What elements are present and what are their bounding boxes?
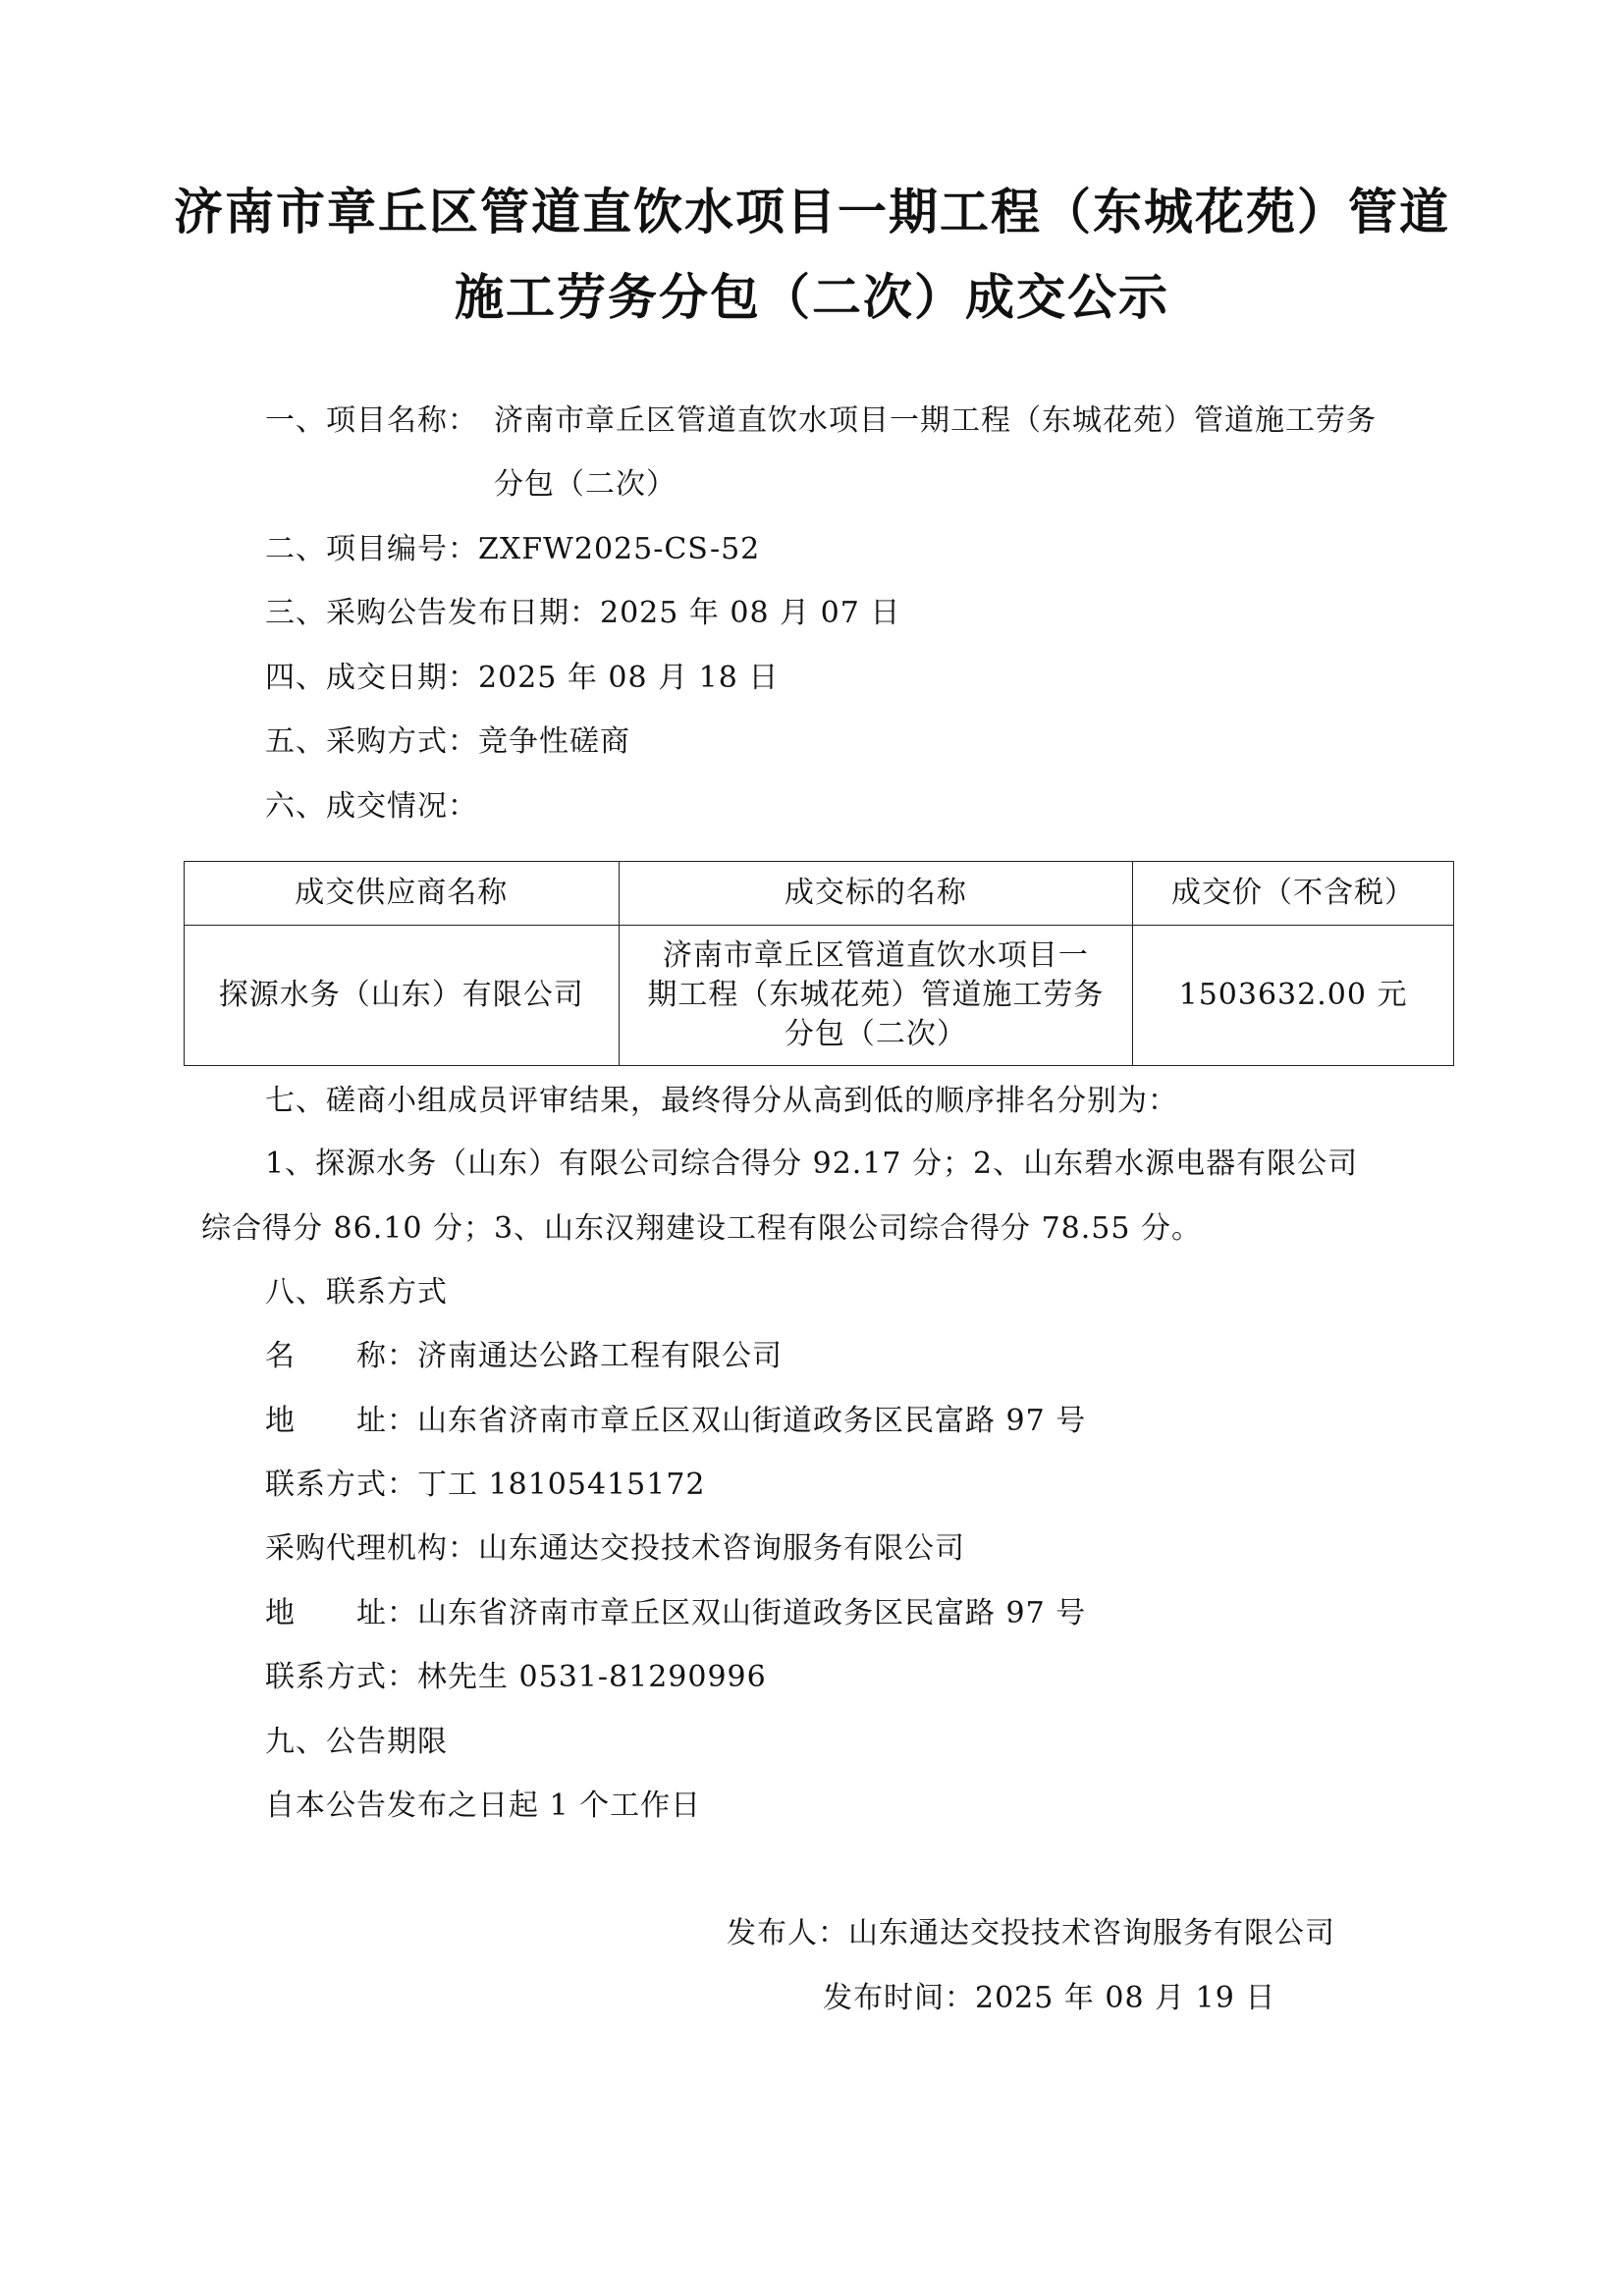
- procurement-method: 五、采购方式：竞争性磋商: [265, 724, 630, 759]
- period-text: 自本公告发布之日起 1 个工作日: [265, 1789, 702, 1823]
- table-header-row: [185, 862, 1454, 926]
- review-line-1: 1、探源水务（山东）有限公司综合得分 92.17 分；2、山东碧水源电器有限公司: [265, 1147, 1359, 1181]
- project-name-label: 一、项目名称：: [265, 403, 478, 438]
- cell-subject-line-1: 济南市章丘区管道直饮水项目一: [662, 938, 1089, 973]
- header-price: 成交价（不含税）: [1133, 862, 1454, 926]
- project-name-line-1: 济南市章丘区管道直饮水项目一期工程（东城花苑）管道施工劳务: [494, 403, 1377, 438]
- document-title-line-2: 施工劳务分包（二次）成交公示: [455, 269, 1169, 326]
- deal-situation-heading: 六、成交情况：: [265, 789, 478, 824]
- deal-date: 四、成交日期：2025 年 08 月 18 日: [265, 661, 780, 695]
- agency-phone: 联系方式：林先生 0531-81290996: [265, 1660, 767, 1694]
- agency-name: 采购代理机构：山东通达交投技术咨询服务有限公司: [265, 1531, 965, 1566]
- document-title-line-1: 济南市章丘区管道直饮水项目一期工程（东城花苑）管道: [174, 184, 1450, 240]
- cell-supplier: 探源水务（山东）有限公司: [185, 926, 620, 1066]
- notice-date: 三、采购公告发布日期：2025 年 08 月 07 日: [265, 596, 901, 630]
- header-supplier: 成交供应商名称: [185, 862, 620, 926]
- contact-name: 名 称：济南通达公路工程有限公司: [265, 1339, 783, 1373]
- contact-heading: 八、联系方式: [265, 1275, 448, 1309]
- review-heading: 七、磋商小组成员评审结果，最终得分从高到低的顺序排名分别为：: [265, 1084, 1178, 1118]
- contact-phone: 联系方式：丁工 18105415172: [265, 1468, 706, 1502]
- cell-subject-line-2: 期工程（东城花苑）管道施工劳务: [647, 978, 1105, 1012]
- contact-address: 地 址：山东省济南市章丘区双山街道政务区民富路 97 号: [265, 1404, 1087, 1438]
- project-number: 二、项目编号：ZXFW2025-CS-52: [265, 532, 761, 566]
- publish-time: 发布时间：2025 年 08 月 19 日: [823, 1981, 1276, 2015]
- deal-result-table: [184, 861, 1454, 1066]
- table-row: [185, 926, 1454, 1066]
- project-name-line-2: 分包（二次）: [494, 467, 677, 502]
- review-line-2: 综合得分 86.10 分；3、山东汉翔建设工程有限公司综合得分 78.55 分。: [201, 1211, 1202, 1246]
- cell-subject: [619, 926, 1133, 1066]
- agency-address: 地 址：山东省济南市章丘区双山街道政务区民富路 97 号: [265, 1596, 1087, 1630]
- header-subject: 成交标的名称: [619, 862, 1133, 926]
- cell-price: 1503632.00 元: [1133, 926, 1454, 1066]
- publisher: 发布人：山东通达交投技术咨询服务有限公司: [727, 1916, 1335, 1950]
- cell-subject-line-3: 分包（二次）: [784, 1017, 967, 1051]
- period-heading: 九、公告期限: [265, 1725, 448, 1759]
